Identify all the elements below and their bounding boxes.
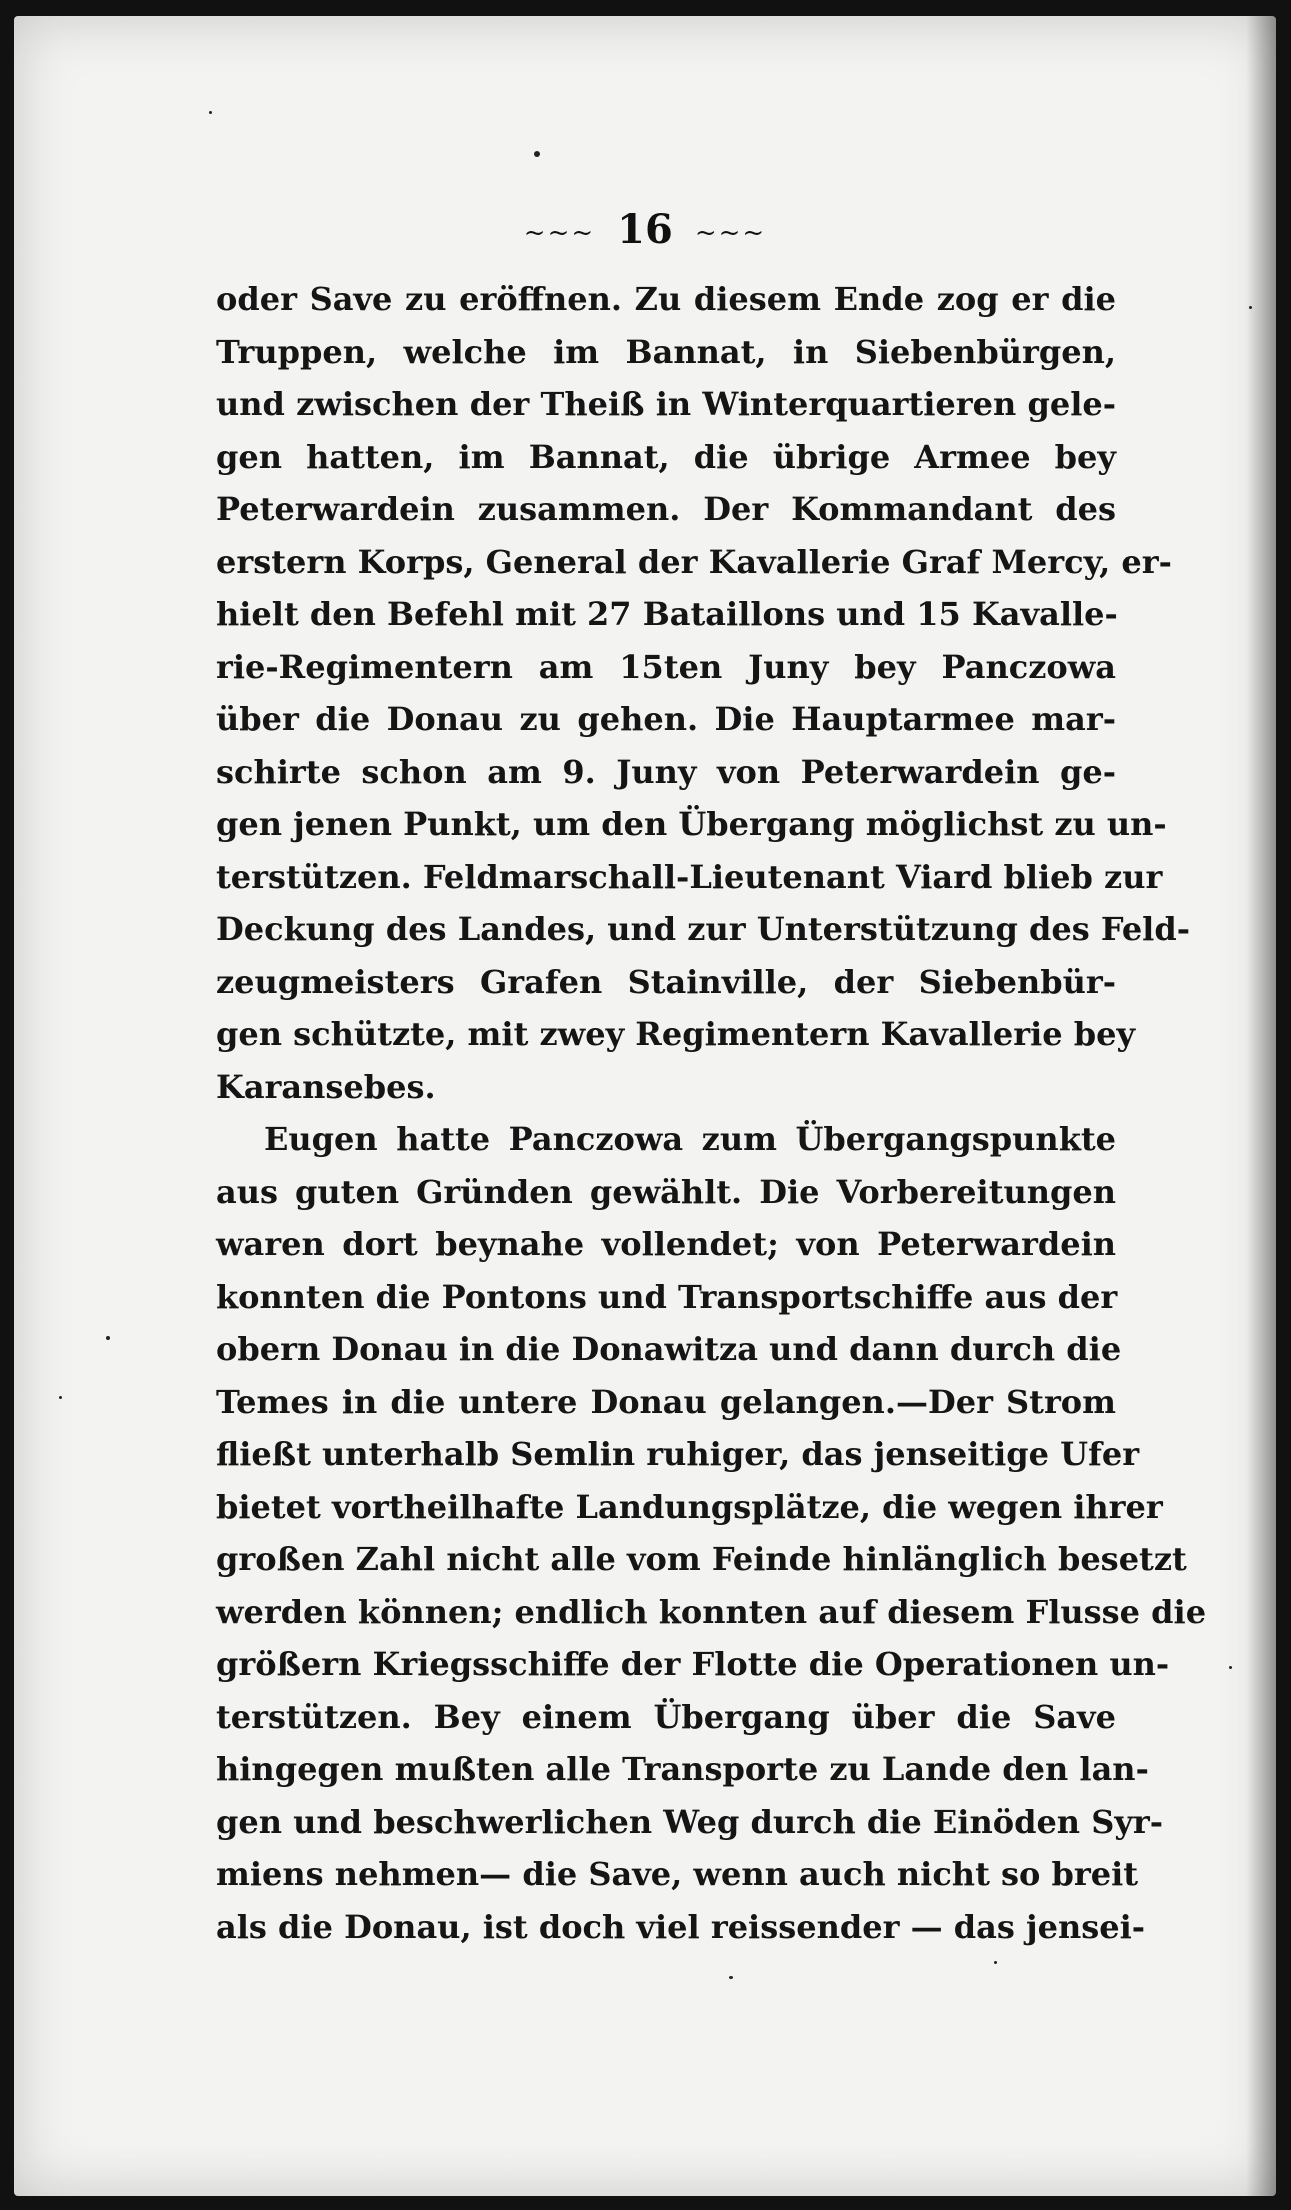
text-line: als die Donau, ist doch viel reissender — das jensei- <box>216 1907 1146 1946</box>
text-line: schirte schon am 9. Juny von Peterwardein ge- <box>216 752 1116 791</box>
text-line: fließt unterhalb Semlin ruhiger, das jenseitige Ufer <box>216 1435 1140 1473</box>
text-line: werden können; endlich konnten auf diesem Flusse die <box>216 1592 1207 1631</box>
page-header <box>14 206 1276 253</box>
text-line: gen jenen Punkt, um den Übergang möglichst zu un- <box>216 805 1167 843</box>
paper-speck <box>534 151 540 157</box>
paper-speck <box>729 1976 733 1979</box>
text-line: Deckung des Landes, und zur Unterstützung des Feld- <box>216 910 1190 948</box>
text-line: aus guten Gründen gewählt. Die Vorbereitungen <box>216 1172 1116 1211</box>
text-line: großen Zahl nicht alle vom Feinde hinlänglich besetzt <box>216 1540 1187 1578</box>
text-line: waren dort beynahe vollendet; von Peterwardein <box>216 1225 1116 1263</box>
text-line: bietet vortheilhafte Landungsplätze, die wegen ihrer <box>216 1487 1163 1526</box>
book-page <box>14 16 1276 2196</box>
text-line: Truppen, welche im Bannat, in Siebenbürgen, <box>216 332 1116 371</box>
text-line: gen hatten, im Bannat, die übrige Armee bey <box>216 437 1116 476</box>
paper-speck <box>1249 306 1252 309</box>
page-number: 16 <box>617 206 673 253</box>
paragraph-first-line: Eugen hatte Panczowa zum Übergangspunkte <box>264 1120 1116 1158</box>
paper-speck <box>106 1336 110 1340</box>
text-line: Karansebes. <box>216 1067 436 1106</box>
paper-speck <box>209 111 212 114</box>
paper-speck <box>994 1961 997 1964</box>
text-line: über die Donau zu gehen. Die Hauptarmee mar- <box>216 700 1116 738</box>
text-line: hingegen mußten alle Transporte zu Lande den lan- <box>216 1750 1149 1788</box>
text-line: erstern Korps, General der Kavallerie Graf Mercy, er- <box>216 542 1172 581</box>
paper-speck <box>59 1396 62 1399</box>
text-line: hielt den Befehl mit 27 Bataillons und 15 Kavalle- <box>216 595 1118 633</box>
text-line: zeugmeisters Grafen Stainville, der Siebenbür- <box>216 962 1116 1001</box>
text-line: und zwischen der Theiß in Winterquartieren gele- <box>216 385 1116 423</box>
text-line: terstützen. Bey einem Übergang über die Save <box>216 1697 1116 1736</box>
paper-speck <box>1229 1666 1232 1669</box>
text-line: obern Donau in die Donawitza und dann durch die <box>216 1330 1122 1368</box>
text-line: rie-Regimentern am 15ten Juny bey Panczowa <box>216 647 1116 686</box>
text-line: größern Kriegsschiffe der Flotte die Operationen un- <box>216 1645 1170 1683</box>
body-text <box>216 273 1207 1953</box>
text-line: miens nehmen— die Save, wenn auch nicht so breit <box>216 1855 1139 1893</box>
text-line: oder Save zu eröffnen. Zu diesem Ende zog er die <box>216 280 1116 318</box>
text-line: Peterwardein zusammen. Der Kommandant des <box>216 490 1116 528</box>
header-ornament-left: ~~~ <box>523 218 596 248</box>
text-line: Temes in die untere Donau gelangen.—Der Strom <box>216 1382 1116 1421</box>
header-ornament-right: ~~~ <box>694 218 767 248</box>
text-line: konnten die Pontons und Transportschiffe aus der <box>216 1277 1118 1316</box>
text-line: gen und beschwerlichen Weg durch die Einöden Syr- <box>216 1802 1164 1841</box>
text-line: gen schützte, mit zwey Regimentern Kavallerie bey <box>216 1015 1136 1053</box>
page-edge-shadow <box>1246 16 1276 2196</box>
text-line: terstützen. Feldmarschall-Lieutenant Viard blieb zur <box>216 857 1163 896</box>
